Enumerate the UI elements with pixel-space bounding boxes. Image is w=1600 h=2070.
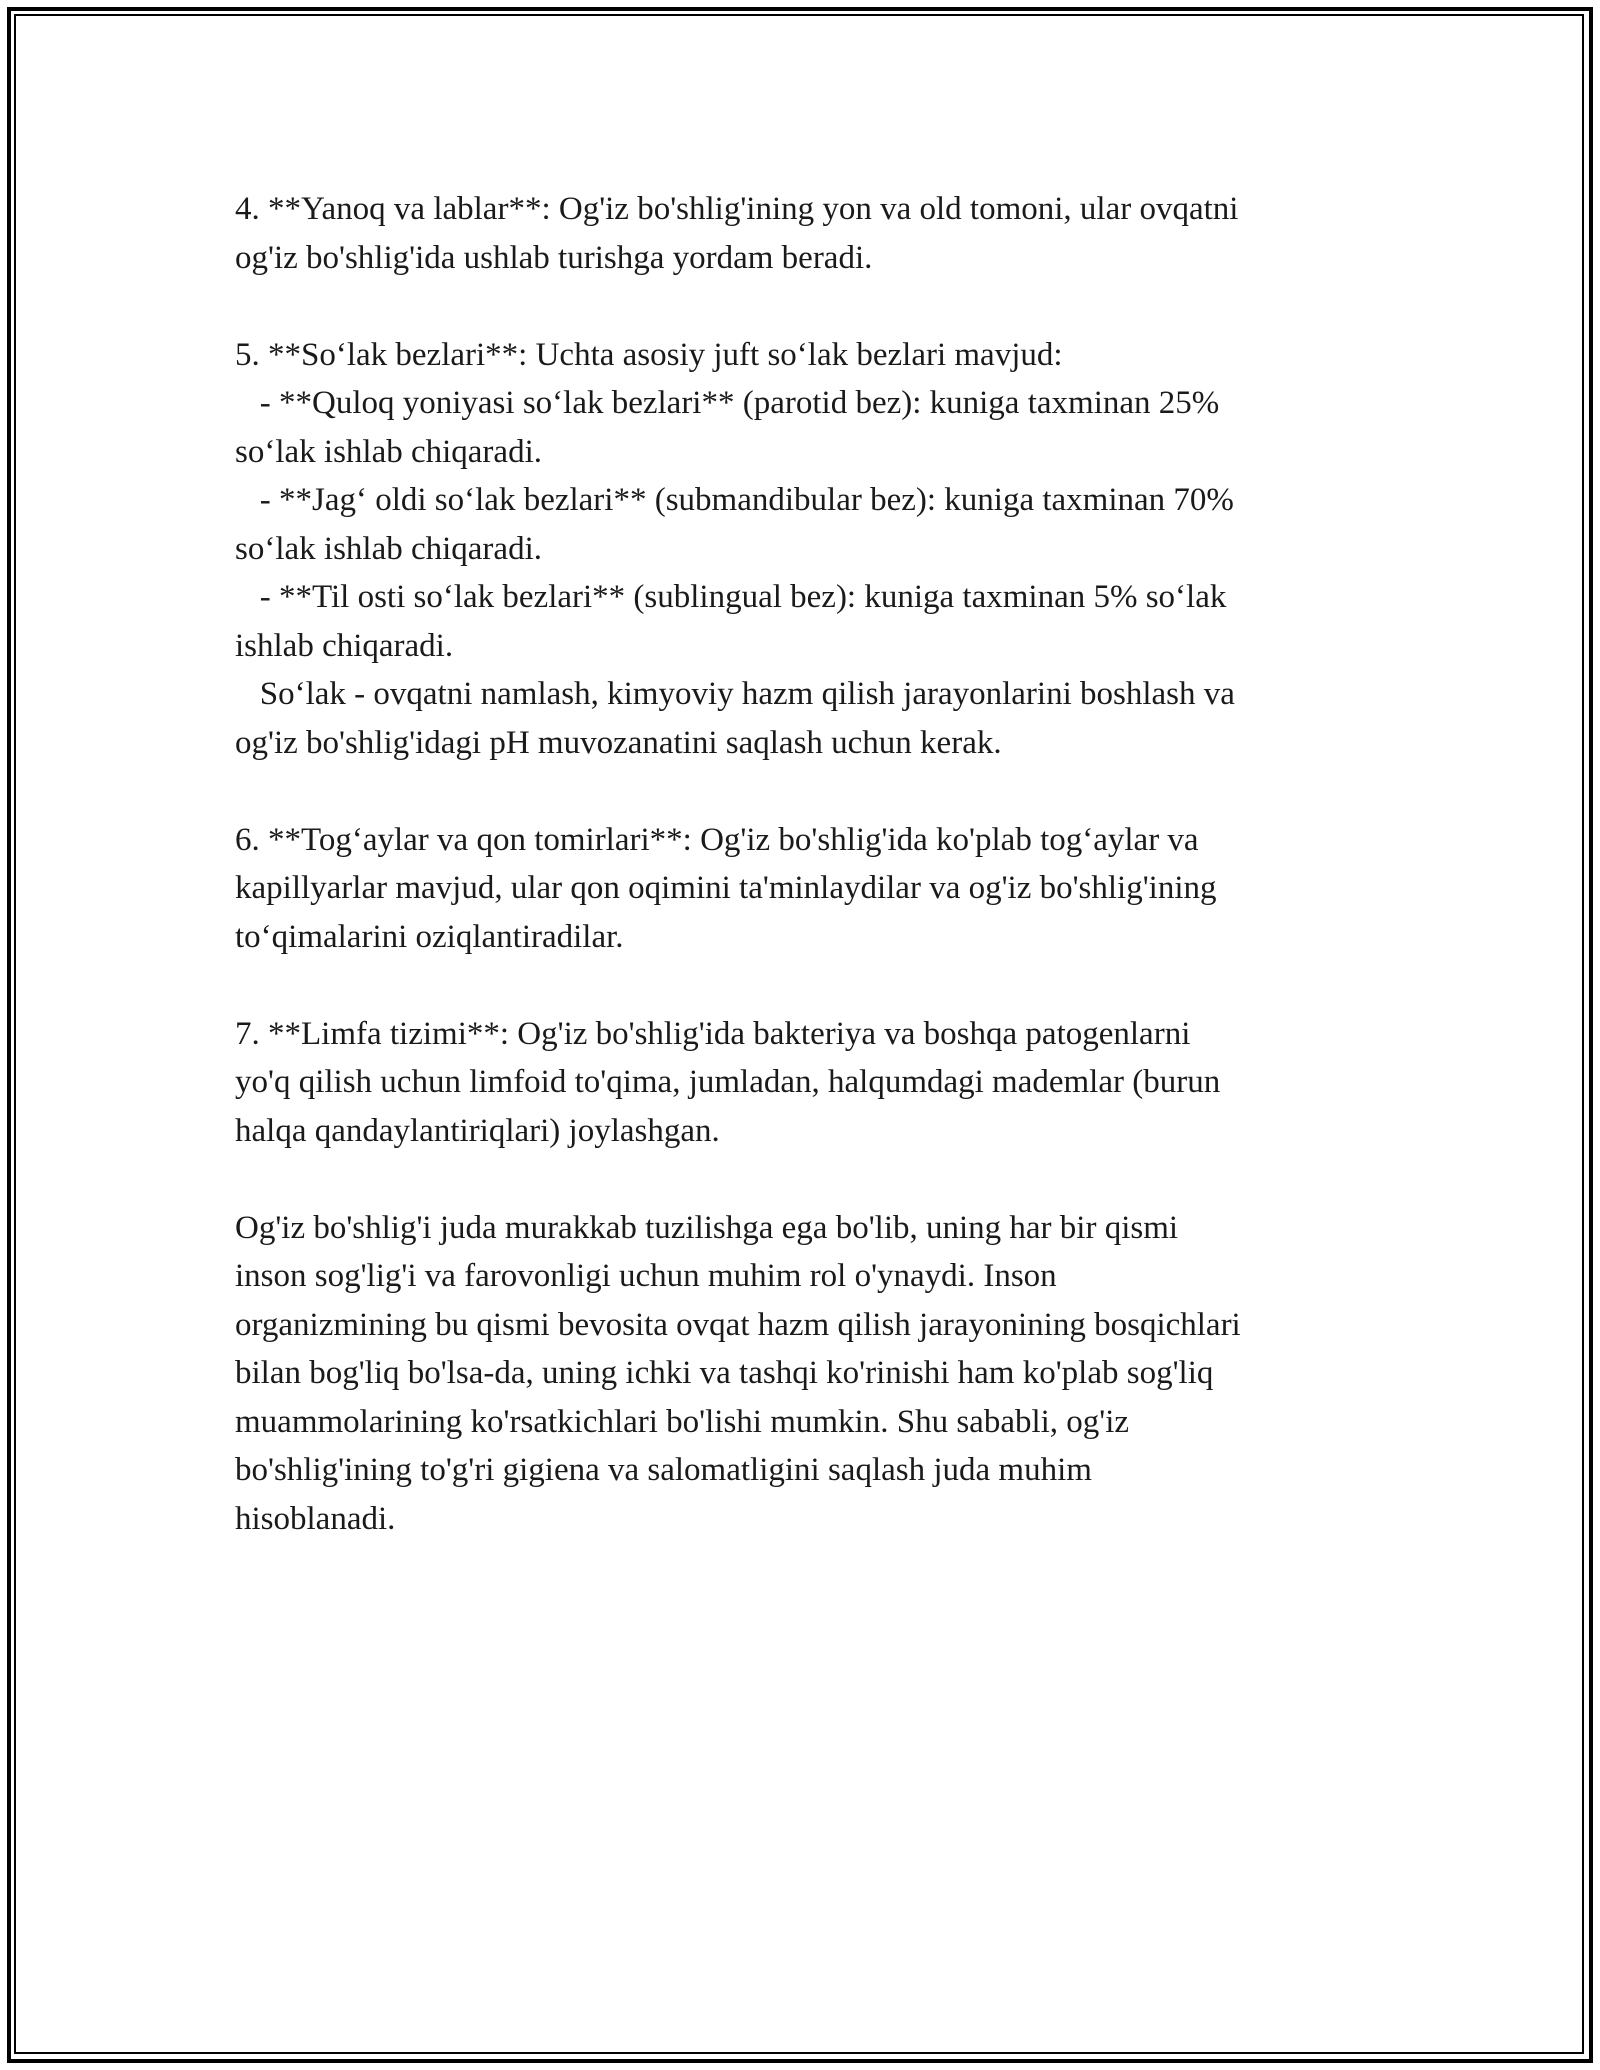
- paragraph-gap: [235, 1155, 1385, 1204]
- text-line: so‘lak ishlab chiqaradi.: [235, 433, 542, 470]
- text-line: so‘lak ishlab chiqaradi.: [235, 530, 542, 567]
- text-line: Og'iz bo'shlig'i juda murakkab tuzilishga ega bo'lib, uning har bir qismi: [235, 1209, 1179, 1246]
- text-line: kapillyarlar mavjud, ular qon oqimini ta'minlaydilar va og'iz bo'shlig'ining: [235, 870, 1217, 906]
- paragraph-item-7: [235, 1010, 1385, 1156]
- paragraph-item-5: [235, 331, 1385, 768]
- text-line: ishlab chiqaradi.: [235, 627, 454, 664]
- text-line: 4. **Yanoq va lablar**: Og'iz bo'shlig'ining yon va old tomoni, ular ovqatni: [235, 191, 1239, 227]
- text-line: organizmining bu qismi bevosita ovqat hazm qilish jarayonining bosqichlari: [235, 1306, 1241, 1343]
- paragraph-gap: [235, 961, 1385, 1010]
- paragraph-item-4: [235, 185, 1385, 282]
- paragraph-item-6: [235, 816, 1385, 962]
- paragraph-conclusion: [235, 1204, 1385, 1544]
- text-line: 6. **Tog‘aylar va qon tomirlari**: Og'iz bo'shlig'ida ko'plab tog‘aylar va: [235, 821, 1199, 858]
- text-line: - **Quloq yoniyasi so‘lak bezlari** (parotid bez): kuniga taxminan 25%: [235, 385, 1220, 421]
- text-line: to‘qimalarini oziqlantiradilar.: [235, 918, 624, 955]
- text-line: bilan bog'liq bo'lsa-da, uning ichki va tashqi ko'rinishi ham ko'plab sog'liq: [235, 1355, 1214, 1391]
- text-line: yo'q qilish uchun limfoid to'qima, jumladan, halqumdagi mademlar (burun: [235, 1064, 1221, 1100]
- text-line: og'iz bo'shlig'idagi pH muvozanatini saqlash uchun kerak.: [235, 724, 1002, 761]
- text-line: So‘lak - ovqatni namlash, kimyoviy hazm qilish jarayonlarini boshlash va: [235, 676, 1235, 712]
- paragraph-gap: [235, 282, 1385, 331]
- text-line: halqa qandaylantiriqlari) joylashgan.: [235, 1112, 720, 1149]
- document-body: [235, 185, 1385, 1543]
- text-line: og'iz bo'shlig'ida ushlab turishga yordam beradi.: [235, 239, 873, 276]
- text-line: 7. **Limfa tizimi**: Og'iz bo'shlig'ida bakteriya va boshqa patogenlarni: [235, 1015, 1191, 1052]
- text-line: muammolarining ko'rsatkichlari bo'lishi mumkin. Shu sababli, og'iz: [235, 1403, 1130, 1440]
- text-line: bo'shlig'ining to'g'ri gigiena va salomatligini saqlash juda muhim: [235, 1452, 1092, 1488]
- paragraph-gap: [235, 767, 1385, 816]
- text-line: 5. **So‘lak bezlari**: Uchta asosiy juft so‘lak bezlari mavjud:: [235, 336, 1063, 373]
- text-line: - **Til osti so‘lak bezlari** (sublingual bez): kuniga taxminan 5% so‘lak: [235, 579, 1227, 615]
- text-line: hisoblanadi.: [235, 1500, 396, 1537]
- text-line: inson sog'lig'i va farovonligi uchun muhim rol o'ynaydi. Inson: [235, 1258, 1057, 1294]
- text-line: - **Jag‘ oldi so‘lak bezlari** (submandibular bez): kuniga taxminan 70%: [235, 482, 1234, 518]
